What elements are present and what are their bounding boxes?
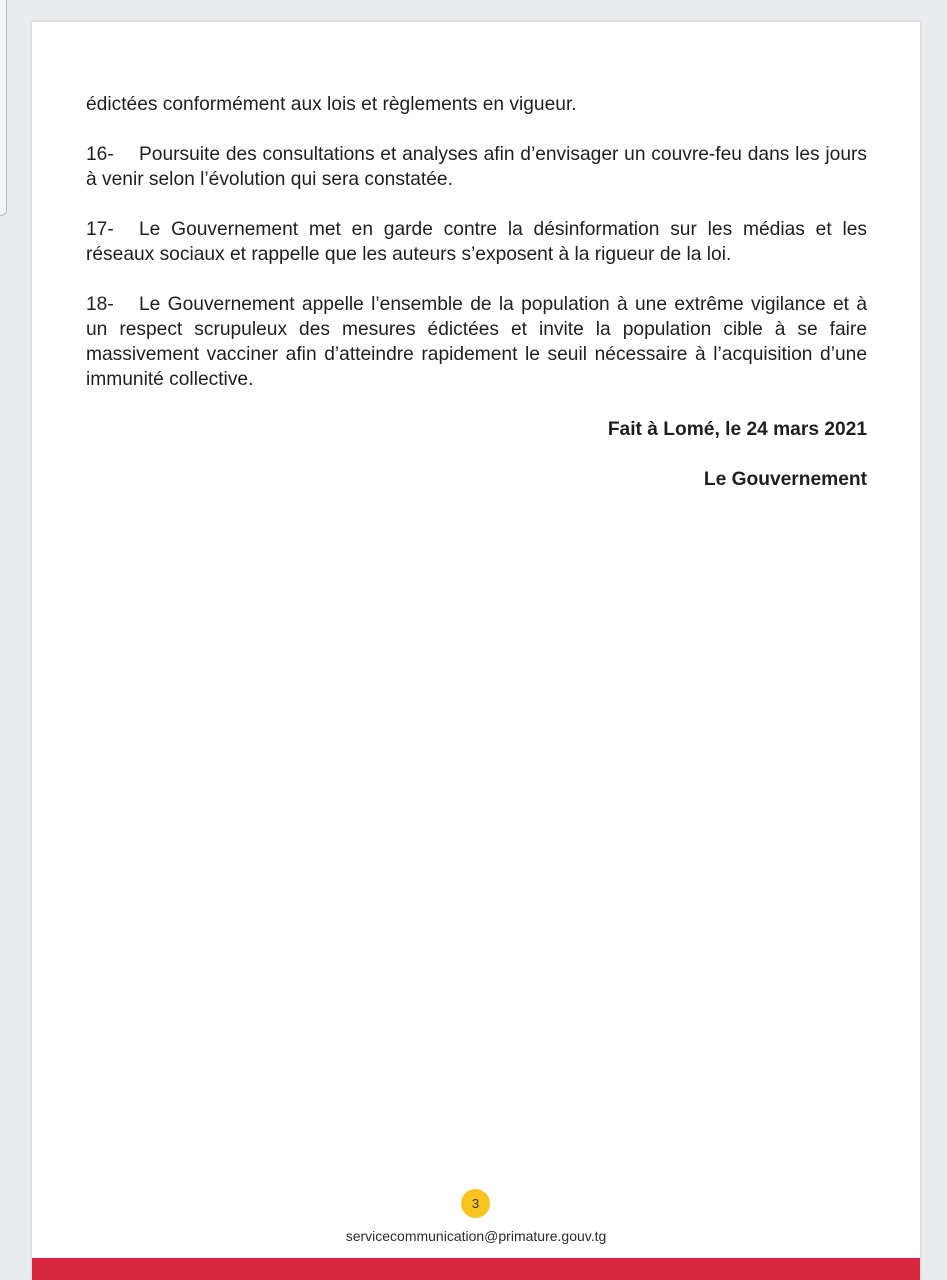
left-panel-edge (0, 0, 7, 216)
item-text: Le Gouvernement met en garde contre la désinformation sur les médias et les réseaux sociaux et rappelle que les auteurs s’exposent à la rigueur de la loi. (86, 219, 867, 265)
footer-email: servicecommunication@primature.gouv.tg (345, 1228, 607, 1244)
document-body (86, 92, 867, 517)
item-number: 18- (86, 294, 114, 315)
signature-author: Le Gouvernement (703, 469, 867, 490)
footer-color-bar (32, 1258, 920, 1280)
signature-place-date: Fait à Lomé, le 24 mars 2021 (607, 419, 867, 440)
item-number: 17- (86, 219, 114, 240)
list-item-17 (86, 217, 867, 267)
list-item-16 (86, 142, 867, 192)
item-text: Poursuite des consultations et analyses afin d’envisager un couvre-feu dans les jours à venir selon l’évolution qui sera constatée. (86, 144, 867, 190)
item-number: 16- (86, 144, 114, 165)
document-page (32, 22, 920, 1280)
page-number-badge: 3 (461, 1189, 490, 1218)
paragraph-intro: édictées conformément aux lois et règlements en vigueur. (86, 94, 577, 115)
list-item-18 (86, 292, 867, 392)
item-text: Le Gouvernement appelle l’ensemble de la population à une extrême vigilance et à un respect scrupuleux des mesures édictées et invite la population cible à se faire massivement vacciner afin d’atteindre rapidement le seuil nécessaire à l’acquisition d’une immunité collective. (86, 294, 867, 390)
